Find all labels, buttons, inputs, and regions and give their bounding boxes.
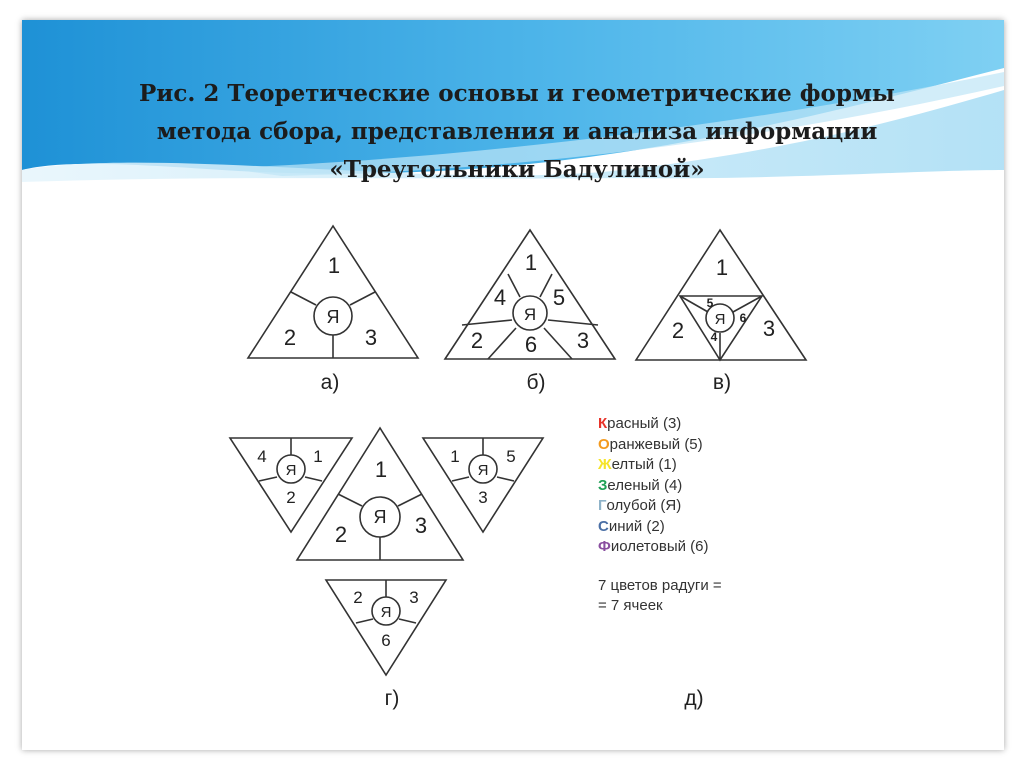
legend-total-line-2: = 7 ячеек: [598, 597, 663, 614]
triangle-g-left-cell-2: 2: [286, 488, 296, 507]
legend-label: елтый (1): [611, 456, 677, 473]
legend-item-light-blue: [598, 496, 858, 517]
caption-v: в): [712, 371, 732, 394]
triangle-b-cell-1: 1: [524, 250, 538, 275]
triangle-g-center-cell-3: 3: [414, 513, 428, 538]
legend-initial: К: [598, 415, 608, 432]
legend-initial: Г: [598, 497, 607, 514]
triangle-v-cell-ya: Я: [714, 311, 726, 328]
triangle-b-cell-5: 5: [552, 285, 566, 310]
triangle-v-cell-1: 1: [715, 255, 729, 280]
triangle-g-right-cell-5: 5: [506, 447, 516, 466]
legend-total: [598, 576, 858, 617]
triangle-g-bottom: [326, 580, 446, 675]
title-line-1: Рис. 2 Теоретические основы и геометрические формы: [139, 80, 895, 107]
triangle-v: [636, 230, 806, 394]
triangle-b-cell-4: 4: [493, 285, 507, 310]
legend-item-orange: [598, 435, 858, 456]
triangle-g-center-cell-ya: Я: [373, 507, 387, 527]
triangle-v-cell-6: 6: [739, 311, 747, 325]
legend-label: иолетовый (6): [610, 538, 709, 555]
legend-label: иний (2): [608, 517, 665, 535]
triangle-g-bottom-cell-ya: Я: [380, 604, 392, 621]
triangle-b-cell-3: 3: [576, 328, 590, 353]
legend-total-line-1: 7 цветов радуги =: [598, 576, 722, 594]
triangle-g-center-cell-1: 1: [374, 457, 388, 482]
caption-b: б): [526, 371, 546, 394]
triangle-a-cell-3: 3: [364, 325, 378, 350]
triangle-g-left-cell-1: 1: [313, 447, 323, 466]
triangle-v-cell-3: 3: [762, 316, 776, 341]
caption-g: г): [384, 687, 400, 710]
triangle-b-cell-6: 6: [524, 332, 538, 357]
caption-a: а): [320, 371, 340, 394]
caption-d: д): [684, 687, 704, 710]
triangle-b-cell-ya: Я: [523, 305, 537, 324]
title-line-3: «Треугольники Бадулиной»: [329, 156, 705, 183]
triangle-v-cell-2: 2: [671, 318, 685, 343]
triangle-g-right-cell-3: 3: [478, 488, 488, 507]
triangle-a-cell-2: 2: [283, 325, 297, 350]
triangle-a-cell-ya: Я: [326, 307, 340, 327]
legend-item-blue: [598, 517, 858, 538]
legend-initial: Ф: [598, 538, 611, 555]
triangle-a: [248, 226, 418, 394]
legend-initial: З: [598, 476, 608, 494]
triangle-g-left: [230, 438, 352, 532]
legend-label: ранжевый (5): [609, 435, 703, 453]
triangle-a-cell-1: 1: [327, 253, 341, 278]
color-legend: [598, 414, 858, 617]
triangle-b-cell-2: 2: [470, 328, 484, 353]
triangle-g-left-cell-4: 4: [257, 447, 267, 466]
legend-item-green: [598, 476, 858, 497]
triangle-b: [445, 230, 615, 394]
legend-item-violet: [598, 537, 858, 558]
title-line-2: метода сбора, представления и анализа информации: [156, 118, 878, 145]
triangle-g-right-cell-1: 1: [450, 447, 460, 466]
triangle-g-center-cell-2: 2: [334, 522, 348, 547]
triangle-v-cell-4: 4: [710, 330, 718, 344]
triangle-g-bottom-cell-2: 2: [353, 588, 363, 607]
legend-label: расный (3): [607, 415, 682, 432]
legend-label: олубой (Я): [606, 497, 682, 514]
triangle-g-bottom-cell-6: 6: [381, 631, 391, 650]
legend-initial: С: [598, 517, 609, 535]
triangle-g-left-cell-ya: Я: [285, 462, 297, 479]
triangle-g-bottom-cell-3: 3: [409, 588, 419, 607]
triangle-g-right-cell-ya: Я: [477, 462, 489, 479]
legend-item-red: [598, 414, 858, 435]
legend-label: еленый (4): [607, 476, 683, 494]
legend-item-yellow: [598, 455, 858, 476]
triangle-g-right: [423, 438, 543, 532]
legend-initial: Ж: [598, 456, 612, 473]
triangle-v-cell-5: 5: [706, 296, 714, 310]
legend-initial: О: [598, 435, 610, 453]
